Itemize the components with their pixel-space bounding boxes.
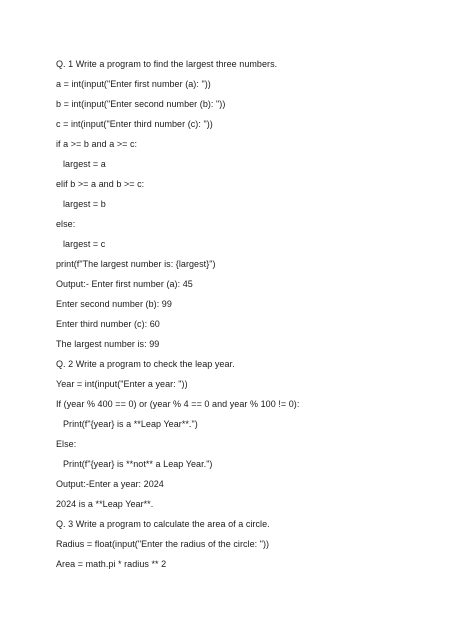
code-line: a = int(input("Enter first number (a): ")) [56,79,211,89]
output-line: Enter third number (c): 60 [56,319,160,329]
code-line: Print(f"{year} is **not** a Leap Year.") [63,459,213,469]
code-line: Radius = float(input("Enter the radius of the circle: ")) [56,539,270,549]
output-line: Output:-Enter a year: 2024 [56,479,164,489]
code-line: if a >= b and a >= c: [56,139,138,149]
code-line: elif b >= a and b >= c: [56,179,145,189]
question-1-heading: Q. 1 Write a program to find the largest three numbers. [56,59,278,69]
code-line: largest = c [63,239,106,249]
code-line: largest = b [63,199,106,209]
code-line: else: [56,219,76,229]
output-line: 2024 is a **Leap Year**. [56,499,154,509]
question-2-heading: Q. 2 Write a program to check the leap year. [56,359,235,369]
code-line: b = int(input("Enter second number (b): ")) [56,99,226,109]
code-line: Year = int(input("Enter a year: ")) [56,379,188,389]
code-line: If (year % 400 == 0) or (year % 4 == 0 and year % 100 != 0): [56,399,300,409]
code-line: largest = a [63,159,106,169]
code-line: print(f"The largest number is: {largest}") [56,259,216,269]
output-line: Enter second number (b): 99 [56,299,172,309]
code-line: Area = math.pi * radius ** 2 [56,559,167,569]
question-3-heading: Q. 3 Write a program to calculate the area of a circle. [56,519,270,529]
code-line: Else: [56,439,77,449]
code-line: c = int(input("Enter third number (c): ")) [56,119,213,129]
output-line: The largest number is: 99 [56,339,160,349]
output-line: Output:- Enter first number (a): 45 [56,279,193,289]
code-line: Print(f"{year} is a **Leap Year**.") [63,419,198,429]
